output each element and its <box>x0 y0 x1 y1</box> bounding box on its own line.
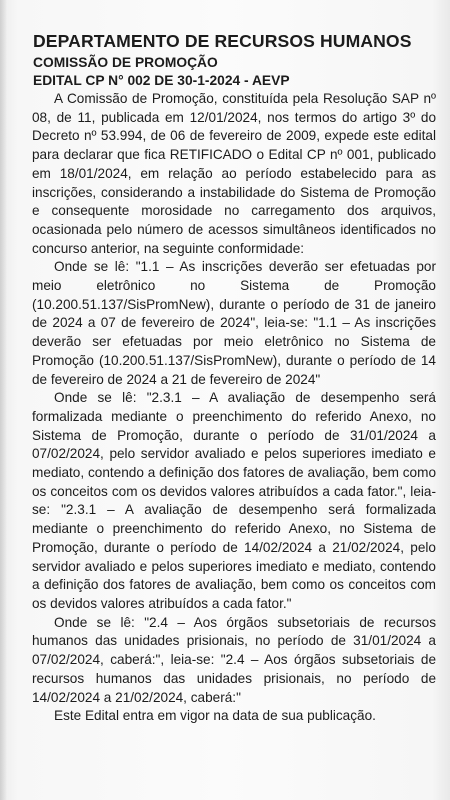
commission-heading: COMISSÃO DE PROMOÇÃO <box>33 55 218 70</box>
department-title: DEPARTAMENTO DE RECURSOS HUMANOS <box>33 31 412 51</box>
effective-date-paragraph: Este Edital entra em vigor na data de sua publicação. <box>54 708 376 724</box>
edital-heading: EDITAL CP N° 002 DE 30-1-2024 - AEVP <box>33 73 290 88</box>
rectification-2-4-paragraph: Onde se lê: "2.4 – Aos órgãos subsetoriais de recursos humanos das unidades prisionais, no período de 31/01/2024 a 07/02/2024, caberá:", leia-se: "2.4 – Aos órgãos subsetoriais de recursos humanos das unidades prisionais, no período de 14/02/2024 a 21/02/2024, caberá:" <box>32 614 436 705</box>
rectification-2-3-1-paragraph: Onde se lê: "2.3.1 – A avaliação de desempenho será formalizada mediante o preenchimento do referido Anexo, no Sistema de Promoção, durante o período de 31/01/2024 a 07/02/2024, pelo servidor avaliado e pelos superiores imediato e mediato, contendo a definição dos fatores de avaliação, bem como os conceitos com os devidos valores atribuídos a cada fator.", leia-se: "2.3.1 – A avaliação de desempenho será formalizada mediante o preenchimento do referido Anexo, no Sistema de Promoção, durante o período de 14/02/2024 a 21/02/2024, pelo servidor avaliado e pelos superiores imediato e mediato, contendo a definição dos fatores de avaliação, bem como os conceitos com os devidos valores atribuídos a cada fator." <box>32 390 436 611</box>
page-edge-shadow <box>0 0 7 800</box>
edital-notice <box>32 30 436 726</box>
rectification-1-1-paragraph: Onde se lê: "1.1 – As inscrições deverão ser efetuadas por meio eletrônico no Sistema de Promoção (10.200.51.137/SisPromNew), durante o período de 31 de janeiro de 2024 a 07 de fevereiro de 2024", leia-se: "1.1 – As inscrições deverão ser efetuadas por meio eletrônico no Sistema de Promoção (10.200.51.137/SisPromNew), durante o período de 14 de fevereiro de 2024 a 21 de fevereiro de 2024" <box>32 259 436 387</box>
intro-paragraph: A Comissão de Promoção, constituída pela Resolução SAP nº 08, de 11, publicada em 12/01/2024, nos termos do artigo 3º do Decreto nº 53.994, de 06 de fevereiro de 2009, expede este edital para declarar que fica RETIFICADO o Edital CP nº 001, publicado em 18/01/2024, em relação ao período estabelecido para as inscrições, considerando a instabilidade do Sistema de Promoção e consequente morosidade no carregamento dos arquivos, ocasionada pelo número de acessos simultâneos identificados no concurso anterior, na seguinte conformidade: <box>32 91 436 256</box>
